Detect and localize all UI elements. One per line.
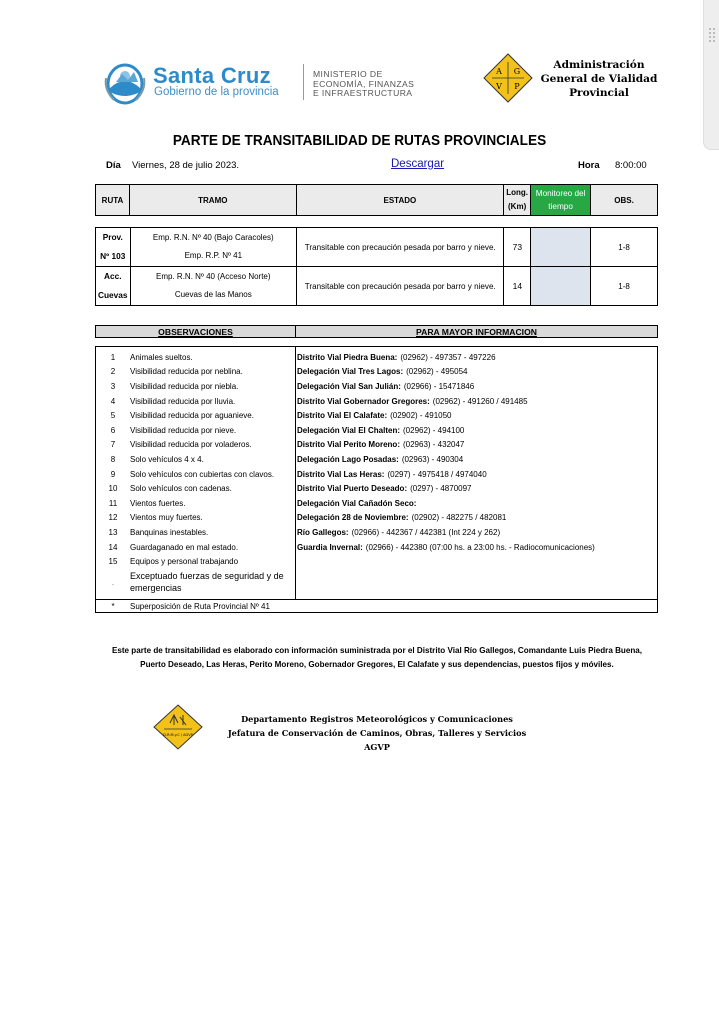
page-edge-tab[interactable]: [703, 0, 719, 150]
hour-value: 8:00:00: [615, 160, 647, 171]
cell-tramo: Emp. R.N. Nº 40 (Acceso Norte) Cuevas de las Manos: [130, 267, 297, 306]
logo-letter: V: [496, 82, 502, 91]
table-row: [96, 267, 658, 306]
list-item: [96, 350, 295, 365]
contact-phone: (02966) - 15471846: [403, 381, 475, 391]
contact-item: [297, 350, 657, 365]
superposition-row: [96, 600, 295, 613]
contact-item: [297, 423, 657, 438]
list-item: [96, 452, 295, 467]
grip-icon: [709, 28, 715, 42]
contact-phone: (02962) - 495054: [406, 367, 468, 377]
item-number: 4: [110, 396, 116, 406]
cell-ruta: Acc. Cuevas: [96, 267, 131, 306]
item-text: Equipos y personal trabajando: [130, 557, 239, 567]
contact-item: [297, 452, 657, 467]
contact-phone: (02962) - 491260 / 491485: [432, 396, 528, 406]
item-number: 8: [110, 454, 116, 464]
list-item: [96, 481, 295, 496]
contact-name: Río Gallegos:: [297, 527, 349, 537]
list-item: [96, 554, 295, 569]
agvp-title-line: General de Vialidad: [540, 73, 658, 85]
item-number: 7: [110, 440, 116, 450]
cell-obs: 1-8: [591, 267, 658, 306]
cell-long: 73: [504, 228, 531, 267]
cell-tramo: Emp. R.N. Nº 40 (Bajo Caracoles) Emp. R.P. Nº 41: [130, 228, 297, 267]
contact-phone: (02962) - 497357 - 497226: [400, 352, 496, 362]
contact-name: Delegación Vial San Julián:: [297, 381, 401, 391]
ministry-line: E INFRAESTRUCTURA: [313, 88, 413, 98]
cell-ruta: Prov. Nº 103: [96, 228, 131, 267]
item-text: Animales sueltos.: [130, 352, 193, 362]
contact-name: Delegación Vial Cañadón Seco:: [297, 498, 417, 508]
cell-monitor[interactable]: [531, 228, 591, 267]
list-item: [96, 467, 295, 482]
item-number: 12: [108, 513, 118, 523]
contact-name: Distrito Vial Gobernador Gregores:: [297, 396, 430, 406]
observations-box: [95, 346, 658, 613]
item-text: Solo vehículos con cadenas.: [130, 484, 232, 494]
list-item: [96, 408, 295, 423]
super-text: Superposición de Ruta Provincial Nº 41: [130, 602, 270, 611]
col-tramo: TRAMO: [129, 185, 296, 216]
list-item: [96, 569, 295, 597]
list-item: [96, 438, 295, 453]
item-text: Solo vehículos con cubiertas con clavos.: [130, 469, 275, 479]
ministry-line: ECONOMÍA, FINANZAS: [313, 78, 415, 89]
contact-item: [297, 540, 657, 555]
list-item: [96, 394, 295, 409]
item-text: Visibilidad reducida por aguanieve.: [130, 411, 254, 421]
item-text: Visibilidad reducida por niebla.: [130, 381, 239, 391]
item-number: 2: [110, 367, 116, 377]
item-text: Visibilidad reducida por nieve.: [130, 425, 237, 435]
info-title: PARA MAYOR INFORMACION: [296, 326, 658, 338]
item-text: Vientos muy fuertes.: [130, 513, 203, 523]
list-item: [96, 423, 295, 438]
contact-item: [297, 511, 657, 526]
observations-list: [96, 350, 295, 597]
cell-estado: Transitable con precaución pesada por barro y nieve.: [297, 267, 504, 306]
item-number: 15: [108, 557, 118, 567]
list-item: [96, 365, 295, 380]
observations-title: OBSERVACIONES: [96, 326, 296, 338]
contact-item: [297, 365, 657, 380]
list-item: [96, 525, 295, 540]
item-number: 11: [108, 498, 118, 508]
department-line: AGVP: [364, 742, 390, 752]
observations-header: [95, 325, 658, 338]
column-divider: [295, 347, 296, 599]
department-line: Departamento Registros Meteorológicos y Comunicaciones: [241, 714, 513, 724]
item-number: .: [112, 580, 114, 587]
item-text: Visibilidad reducida por voladeros.: [130, 440, 252, 450]
contact-item: [297, 408, 657, 423]
item-text: Exceptuado fuerzas de seguridad y de emergencias: [130, 570, 284, 593]
contact-name: Delegación Lago Posadas:: [297, 454, 399, 464]
item-number: 13: [108, 527, 118, 537]
ministry-label: [313, 70, 414, 99]
col-estado: ESTADO: [296, 185, 504, 216]
table-row: [96, 228, 658, 267]
contact-phone: (02963) - 490304: [401, 454, 464, 464]
item-number: 10: [108, 484, 118, 494]
contact-phone: (02963) - 432047: [402, 440, 465, 450]
cell-obs: 1-8: [591, 228, 658, 267]
contact-item: [297, 379, 657, 394]
contact-item: [297, 481, 657, 496]
santa-cruz-crest-icon: [102, 60, 148, 106]
item-number: 1: [110, 352, 116, 362]
contact-name: Distrito Vial Piedra Buena:: [297, 352, 398, 362]
department-logo-icon: [152, 703, 204, 751]
footer-note: Este parte de transitabilidad es elaborado con información suministrada por el Distrito Vial Río Gallegos, Comandante Luis Piedra Buena, Puerto Deseado, Las Heras, Perito Moreno, Gobernador Gregores, El Calafate y sus dependencias, puestos fijos y móviles.: [111, 646, 643, 669]
contact-item: [297, 467, 657, 482]
contact-phone: (02902) - 482275 / 482081: [411, 513, 507, 523]
contact-item: [297, 394, 657, 409]
contact-item: [297, 496, 657, 511]
province-subtitle: Gobierno de la provincia: [154, 86, 279, 98]
list-item: [96, 379, 295, 394]
department-line: Jefatura de Conservación de Caminos, Obras, Talleres y Servicios: [227, 728, 527, 738]
download-link[interactable]: Descargar: [391, 158, 445, 170]
list-item: [96, 511, 295, 526]
agvp-title-line: Provincial: [569, 87, 629, 99]
department-block: [212, 712, 542, 754]
contact-name: Distrito Vial Puerto Deseado:: [297, 484, 408, 494]
cell-long: 14: [504, 267, 531, 306]
routes-table-header: [95, 184, 658, 216]
header-divider: [303, 64, 304, 100]
logo-letter: G: [513, 67, 521, 76]
col-monitor: Monitoreo del tiempo: [531, 185, 591, 216]
item-text: Solo vehículos 4 x 4.: [130, 454, 204, 464]
contact-name: Distrito Vial El Calafate:: [297, 411, 388, 421]
logo-text: D.R.M.y.C / AGVP: [163, 733, 193, 737]
agvp-title-line: Administración: [553, 59, 645, 71]
list-item: [96, 496, 295, 511]
item-text: Visibilidad reducida por neblina.: [130, 367, 243, 377]
province-name: Santa Cruz: [153, 63, 271, 88]
item-number: 3: [110, 381, 116, 391]
cell-monitor[interactable]: [531, 267, 591, 306]
list-item: [96, 540, 295, 555]
day-label: Día: [106, 160, 121, 171]
contact-phone: (0297) - 4975418 / 4974040: [387, 469, 487, 479]
contact-item: [297, 438, 657, 453]
item-number: 5: [110, 411, 116, 421]
contact-phone: (0297) - 4870097: [410, 484, 472, 494]
item-text: Banquinas inestables.: [130, 527, 209, 537]
item-number: 6: [110, 425, 116, 435]
contact-name: Distrito Vial Perito Moreno:: [297, 440, 400, 450]
contact-name: Delegación Vial El Chalten:: [297, 425, 400, 435]
routes-table: [95, 227, 658, 306]
contacts-list: [297, 350, 657, 554]
document-title: PARTE DE TRANSITABILIDAD DE RUTAS PROVINCIALES: [172, 133, 547, 149]
hour-label: Hora: [578, 160, 600, 171]
item-text: Vientos fuertes.: [130, 498, 186, 508]
agvp-logo-icon: [482, 52, 534, 104]
cell-estado: Transitable con precaución pesada por barro y nieve.: [297, 228, 504, 267]
contact-name: Delegación 28 de Noviembre:: [297, 513, 409, 523]
item-text: Visibilidad reducida por lluvia.: [130, 396, 236, 406]
contact-item: [297, 525, 657, 540]
contact-phone: (02962) - 494100: [403, 425, 465, 435]
col-ruta: RUTA: [96, 185, 130, 216]
item-text: Guardaganado en mal estado.: [130, 542, 239, 552]
agvp-title: [537, 58, 661, 100]
super-marker: *: [111, 602, 115, 611]
contact-name: Guardia Invernal:: [297, 542, 363, 552]
contact-name: Delegación Vial Tres Lagos:: [297, 367, 404, 377]
col-obs: OBS.: [591, 185, 658, 216]
ministry-line: MINISTERIO DE: [313, 69, 383, 79]
day-value: Viernes, 28 de julio 2023.: [132, 160, 240, 171]
contact-phone: (02966) - 442380 (07:00 hs. a 23:00 hs. - Radiocomunicaciones): [365, 542, 595, 552]
item-number: 14: [108, 542, 118, 552]
col-long: Long. (Km): [504, 185, 531, 216]
logo-letter: A: [496, 67, 502, 76]
contact-name: Distrito Vial Las Heras:: [297, 469, 385, 479]
contact-phone: (02966) - 442367 / 442381 (Int 224 y 262): [351, 527, 501, 537]
item-number: 9: [110, 469, 116, 479]
logo-letter: P: [514, 82, 520, 91]
contact-phone: (02902) - 491050: [390, 411, 452, 421]
